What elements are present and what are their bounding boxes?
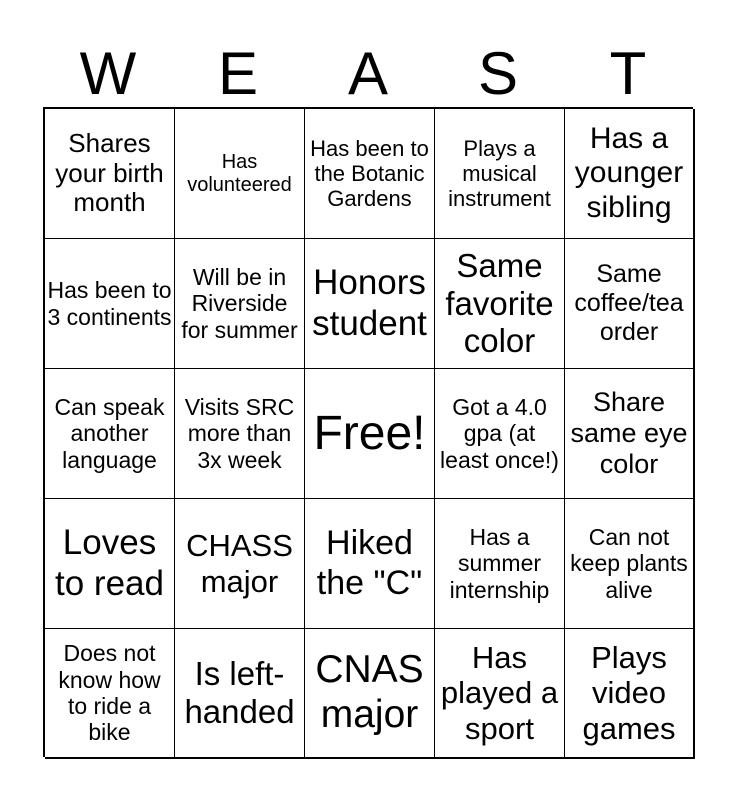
bingo-header xyxy=(43,42,693,106)
bingo-board xyxy=(43,107,693,757)
cell-text: Loves to read xyxy=(55,523,164,603)
bingo-cell[interactable] xyxy=(305,499,435,629)
cell-text: Has a younger sibling xyxy=(574,121,684,224)
bingo-cell[interactable] xyxy=(305,239,435,369)
header-letter-s: S xyxy=(477,40,519,107)
cell-text: Same favorite color xyxy=(445,246,554,360)
cell-text: Share same eye color xyxy=(570,386,688,480)
cell-text: Does not know how to ride a bike xyxy=(58,640,161,746)
bingo-cell[interactable] xyxy=(175,499,305,629)
bingo-cell[interactable] xyxy=(435,239,565,369)
cell-text: Has a summer internship xyxy=(449,523,550,603)
cell-text: Can speak another language xyxy=(54,393,165,473)
cell-text: Plays video games xyxy=(582,639,676,746)
bingo-cell[interactable] xyxy=(565,369,695,499)
bingo-cell[interactable] xyxy=(45,629,175,759)
cell-text: Got a 4.0 gpa (at least once!) xyxy=(440,393,559,473)
bingo-cell[interactable] xyxy=(305,109,435,239)
cell-text: Has been to 3 continents xyxy=(47,277,172,330)
bingo-cell[interactable] xyxy=(45,239,175,369)
cell-text: Is left-handed xyxy=(184,655,295,730)
bingo-cell[interactable] xyxy=(565,499,695,629)
cell-text: CNAS major xyxy=(315,648,424,736)
cell-text: Free! xyxy=(313,406,426,460)
bingo-cell[interactable] xyxy=(45,369,175,499)
bingo-cell[interactable] xyxy=(565,109,695,239)
bingo-cell[interactable] xyxy=(435,369,565,499)
cell-text: Has played a sport xyxy=(440,639,559,746)
bingo-cell[interactable] xyxy=(45,499,175,629)
bingo-cell[interactable] xyxy=(175,109,305,239)
cell-text: Honors student xyxy=(312,263,427,343)
header-letter-w: W xyxy=(79,40,137,107)
cell-text: Shares your birth month xyxy=(55,127,164,218)
cell-text: Will be in Riverside for summer xyxy=(181,263,298,343)
bingo-cell[interactable] xyxy=(45,109,175,239)
header-letter-e: E xyxy=(217,40,259,107)
cell-text: Hiked the "C" xyxy=(316,524,423,602)
bingo-cell[interactable] xyxy=(435,109,565,239)
bingo-cell[interactable] xyxy=(565,629,695,759)
cell-text: Same coffee/tea order xyxy=(574,260,684,346)
cell-text: Has been to the Botanic Gardens xyxy=(310,135,429,212)
bingo-cell[interactable] xyxy=(435,499,565,629)
free-space[interactable] xyxy=(305,369,435,499)
cell-text: Plays a musical instrument xyxy=(448,135,551,212)
cell-text: Visits SRC more than 3x week xyxy=(184,393,295,473)
bingo-cell[interactable] xyxy=(435,629,565,759)
bingo-cell[interactable] xyxy=(175,239,305,369)
bingo-cell[interactable] xyxy=(565,239,695,369)
bingo-cell[interactable] xyxy=(175,629,305,759)
header-letter-a: A xyxy=(347,40,389,107)
cell-text: CHASS major xyxy=(186,527,293,599)
bingo-cell[interactable] xyxy=(305,629,435,759)
cell-text: Can not keep plants alive xyxy=(570,523,688,603)
cell-text: Has volunteered xyxy=(187,150,292,196)
bingo-cell[interactable] xyxy=(175,369,305,499)
header-letter-t: T xyxy=(609,40,647,107)
